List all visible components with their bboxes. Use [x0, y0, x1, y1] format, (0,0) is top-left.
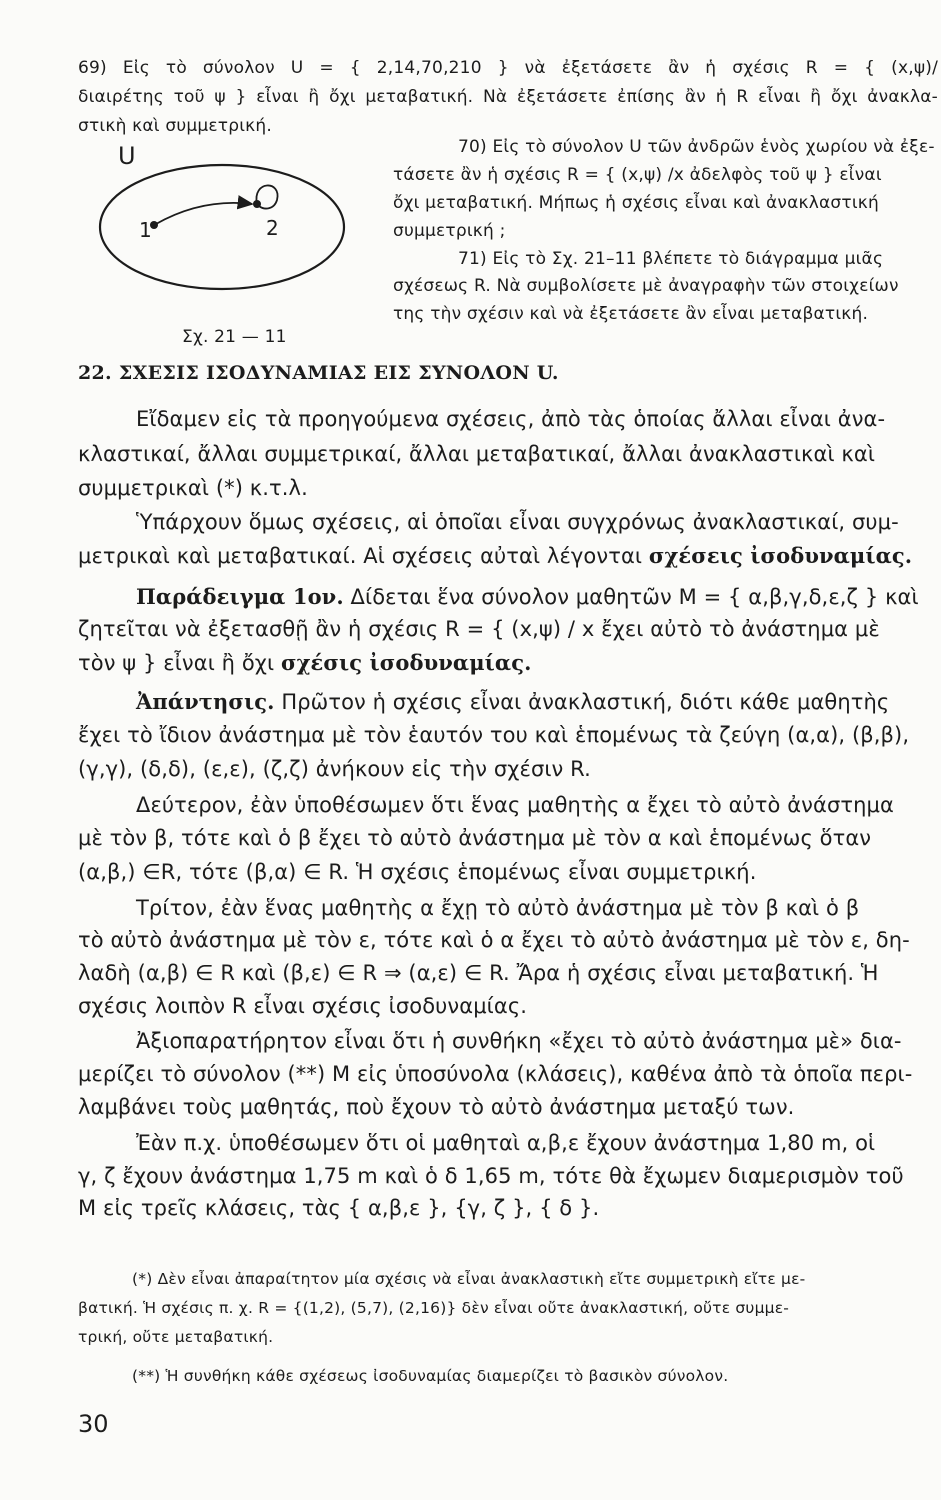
footnote-2-line-1: (**) Ἡ συνθήκη κάθε σχέσεως ἰσοδυναμίας διαμερίζει τὸ βασικὸν σύνολον. — [132, 1367, 729, 1385]
set-u-ellipse — [100, 165, 344, 289]
p6-line-2: τὸ αὐτὸ ἀνάστημα μὲ τὸν ε, τότε καὶ ὁ α ἔχει τὸ αὐτὸ ἀνάστημα μὲ τὸν ε, δη- — [78, 928, 910, 952]
p3-line-2: ζητεῖται νὰ ἐξετασθῇ ἂν ἡ σχέσις R = { (x,ψ) / x ἔχει αὐτὸ τὸ ἀνάστημα μὲ — [78, 617, 880, 641]
ex70-line-1: 70) Εἰς τὸ σύνολον U τῶν ἀνδρῶν ἑνὸς χωρίου νὰ ἐξε- — [458, 137, 935, 157]
p3-line-1-text: Δίδεται ἕνα σύνολον μαθητῶν M = { α,β,γ,δ,ε,ζ } καὶ — [343, 585, 919, 609]
p1-line-3: συμμετρικαὶ (*) κ.τ.λ. — [78, 476, 308, 500]
p4-line-1 — [136, 689, 889, 714]
set-u-label: U — [118, 142, 136, 170]
p5-line-2: μὲ τὸν β, τότε καὶ ὁ β ἔχει τὸ αὐτὸ ἀνάστημα μὲ τὸν α καὶ ἑπομένως ὅταν — [78, 826, 872, 850]
footnote-1-line-2: βατική. Ἡ σχέσις π. χ. R = {(1,2), (5,7), (2,16)} δὲν εἶναι οὔτε ἀνακλαστική, οὔτε συμμε- — [78, 1299, 790, 1317]
ex69-line-1: 69) Εἰς τὸ σύνολον U = { 2,14,70,210 } νὰ ἐξετάσετε ἂν ἡ σχέσις R = { (x,ψ)/ — [78, 58, 938, 78]
p6-line-1: Τρίτον, ἐὰν ἕνας μαθητὴς α ἔχῃ τὸ αὐτὸ ἀνάστημα μὲ τὸν β καὶ ὁ β — [136, 896, 860, 920]
figure-caption: Σχ. 21 — 11 — [182, 327, 287, 347]
p6-line-4: σχέσις λοιπὸν R εἶναι σχέσις ἰσοδυναμίας. — [78, 994, 528, 1018]
p1-line-1: Εἴδαμεν εἰς τὰ προηγούμενα σχέσεις, ἀπὸ τὰς ὁποίας ἄλλαι εἶναι ἀνα- — [136, 407, 886, 431]
p6-line-3: λαδὴ (α,β) ∈ R καὶ (β,ε) ∈ R ⇒ (α,ε) ∈ R. Ἄρα ἡ σχέσις εἶναι μεταβατική. Ἡ — [78, 961, 879, 985]
p3-line-1 — [136, 584, 919, 609]
p8-line-2: γ, ζ ἔχουν ἀνάστημα 1,75 m καὶ ὁ δ 1,65 m, τότε θὰ ἔχωμεν διαμερισμὸν τοῦ — [78, 1164, 904, 1188]
ex71-line-3: της τὴν σχέσιν καὶ νὰ ἐξετάσετε ἂν εἶναι μεταβατική. — [393, 304, 869, 324]
ex70-line-4: συμμετρική ; — [393, 221, 506, 241]
p7-line-3: λαμβάνει τοὺς μαθητάς, ποὺ ἔχουν τὸ αὐτὸ ἀνάστημα μεταξύ των. — [78, 1095, 795, 1119]
p8-line-1: Ἐὰν π.χ. ὑποθέσωμεν ὅτι οἱ μαθηταὶ α,β,ε ἔχουν ἀνάστημα 1,80 m, οἱ — [136, 1131, 876, 1155]
ex70-line-3: ὄχι μεταβατική. Μήπως ἡ σχέσις εἶναι καὶ ἀνακλαστική — [393, 193, 879, 213]
example-1-label: Παράδειγμα 1ον. — [136, 584, 344, 609]
node-1-label: 1 — [139, 218, 152, 242]
p7-line-2: μερίζει τὸ σύνολον (**) M εἰς ὑποσύνολα (κλάσεις), καθένα ἀπὸ τὰ ὁποῖα περι- — [78, 1062, 913, 1086]
ex69-line-2: διαιρέτης τοῦ ψ } εἶναι ἢ ὄχι μεταβατική. Νὰ ἐξετάσετε ἐπίσης ἂν ἡ R εἶναι ἢ ὄχι ἀνακλα- — [78, 87, 938, 107]
p3-line-3-text: τὸν ψ } εἶναι ἢ ὄχι — [78, 651, 282, 675]
term-equivalence-relations: σχέσεις ἰσοδυναμίας. — [648, 543, 913, 568]
p5-line-3: (α,β,) ∈R, τότε (β,α) ∈ R. Ἡ σχέσις ἑπομένως εἶναι συμμετρική. — [78, 860, 757, 884]
ex69-line-3: στικὴ καὶ συμμετρική. — [78, 116, 272, 136]
ex70-line-2: τάσετε ἂν ἡ σχέσις R = { (x,ψ) /x ἀδελφὸς τοῦ ψ } εἶναι — [393, 165, 882, 185]
p2-line-2-text: μετρικαὶ καὶ μεταβατικαί. Αἱ σχέσεις αὐταὶ λέγονται — [78, 544, 649, 568]
footnote-1-line-3: τρική, οὔτε μεταβατική. — [78, 1328, 274, 1346]
p3-line-3 — [78, 650, 532, 675]
term-equivalence-relation: σχέσις ἰσοδυναμίας. — [281, 650, 532, 675]
p1-line-2: κλαστικαί, ἄλλαι συμμετρικαί, ἄλλαι μεταβατικαί, ἄλλαι ἀνακλαστικαὶ καὶ — [78, 442, 876, 466]
ex71-line-1: 71) Εἰς τὸ Σχ. 21–11 βλέπετε τὸ διάγραμμα μιᾶς — [458, 249, 884, 269]
p7-line-1: Ἀξιοπαρατήρητον εἶναι ὅτι ἡ συνθήκη «ἔχει τὸ αὐτὸ ἀνάστημα μὲ» δια- — [136, 1029, 902, 1053]
relation-diagram-figure — [92, 140, 362, 350]
ex71-line-2: σχέσεως R. Νὰ συμβολίσετε μὲ ἀναγραφὴν τῶν στοιχείων — [393, 276, 899, 296]
footnote-1-line-1: (*) Δὲν εἶναι ἀπαραίτητον μία σχέσις νὰ εἶναι ἀνακλαστικὴ εἴτε συμμετρικὴ εἴτε με- — [132, 1270, 806, 1288]
p4-line-2: ἔχει τὸ ἴδιον ἀνάστημα μὲ τὸν ἑαυτόν του καὶ ἑπομένως τὰ ζεύγη (α,α), (β,β), — [78, 723, 910, 747]
p4-line-1-text: Πρῶτον ἡ σχέσις εἶναι ἀνακλαστική, διότι κάθε μαθητὴς — [274, 690, 890, 714]
section-heading: 22. ΣΧΕΣΙΣ ΙΣΟΔΥΝΑΜΙΑΣ ΕΙΣ ΣΥΝΟΛΟΝ U. — [78, 362, 559, 384]
node-2-label: 2 — [266, 216, 279, 240]
answer-label: Ἀπάντησις. — [136, 689, 275, 714]
p2-line-2 — [78, 543, 912, 568]
arrow-1-to-2 — [156, 203, 252, 224]
page-number: 30 — [78, 1410, 109, 1438]
p2-line-1: Ὑπάρχουν ὅμως σχέσεις, αἱ ὁποῖαι εἶναι συγχρόνως ἀνακλαστικαί, συμ- — [136, 510, 899, 534]
p4-line-3: (γ,γ), (δ,δ), (ε,ε), (ζ,ζ) ἀνήκουν εἰς τὴν σχέσιν R. — [78, 757, 591, 781]
p5-line-1: Δεύτερον, ἐὰν ὑποθέσωμεν ὅτι ἕνας μαθητὴς α ἔχει τὸ αὐτὸ ἀνάστημα — [136, 793, 894, 817]
p8-line-3: M εἰς τρεῖς κλάσεις, τὰς { α,β,ε }, {γ, ζ }, { δ }. — [78, 1196, 600, 1220]
